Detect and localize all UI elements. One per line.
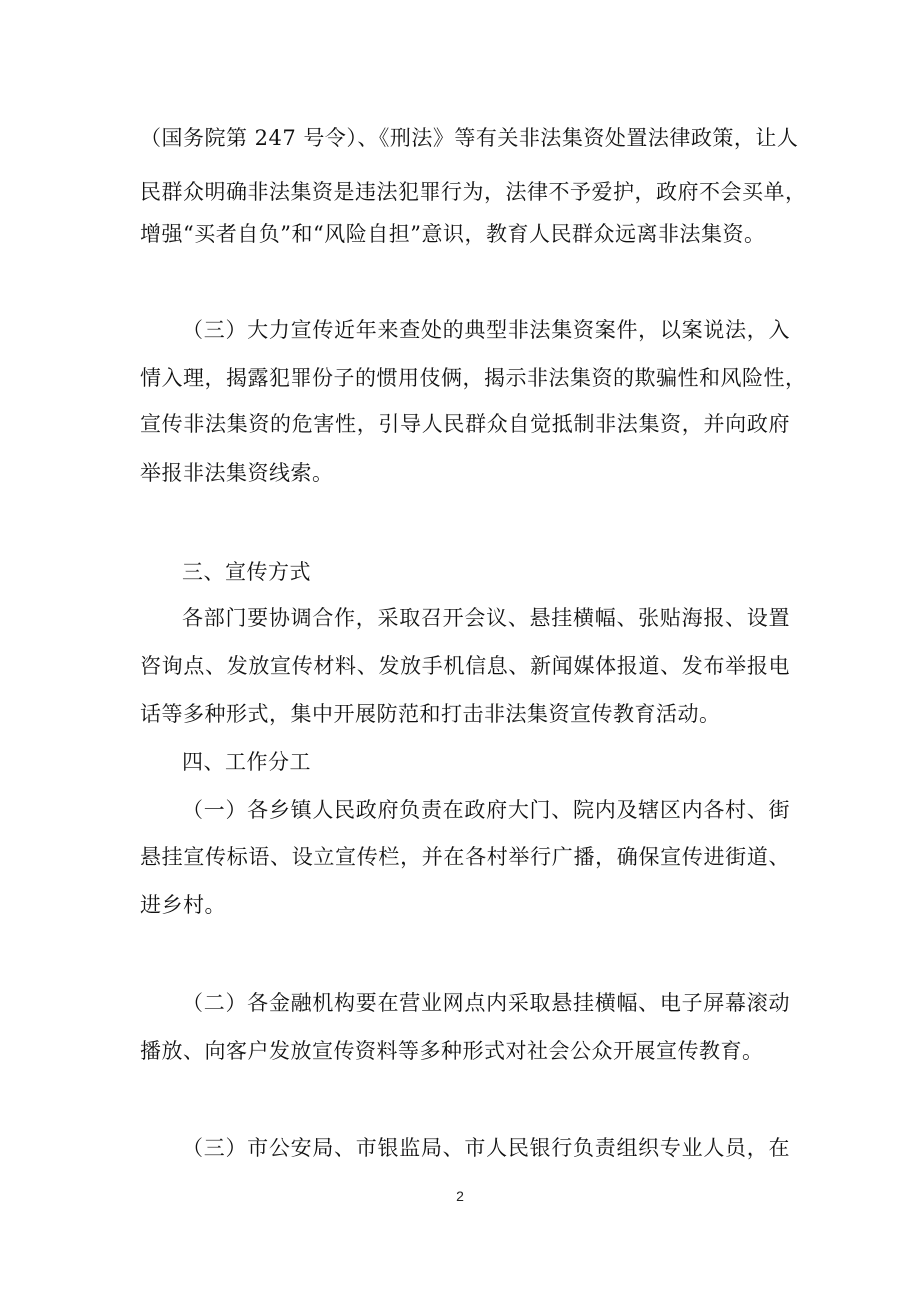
section-heading: 三、宣传方式 <box>182 560 311 584</box>
text-line: 各部门要协调合作，采取召开会议、悬挂横幅、张贴海报、设置 <box>182 606 790 630</box>
text-line: （国务院第 247 号令）、《刑法》等有关非法集资处置法律政策，让人 <box>140 126 799 150</box>
text-line: 民群众明确非法集资是违法犯罪行为，法律不予爱护，政府不会买单， <box>140 180 807 204</box>
text-line: 情入理，揭露犯罪份子的惯用伎俩，揭示非法集资的欺骗性和风险性， <box>140 366 807 390</box>
text-line: 咨询点、发放宣传材料、发放手机信息、新闻媒体报道、发布举报电 <box>140 654 790 678</box>
text-line: 播放、向客户发放宣传资料等多种形式对社会公众开展宣传教育。 <box>140 1039 764 1063</box>
text-line: 增强“买者自负”和“风险自担”意识，教育人民群众远离非法集资。 <box>140 222 766 246</box>
text-line: 宣传非法集资的危害性，引导人民群众自觉抵制非法集资，并向政府 <box>140 412 790 436</box>
text-line: （一）各乡镇人民政府负责在政府大门、院内及辖区内各村、街 <box>182 798 790 822</box>
text-line: （三）市公安局、市银监局、市人民银行负责组织专业人员，在 <box>182 1136 790 1160</box>
text-line: （三）大力宣传近年来查处的典型非法集资案件，以案说法，入 <box>182 318 790 342</box>
page-number: 2 <box>456 1188 464 1204</box>
text-line: 悬挂宣传标语、设立宣传栏，并在各村举行广播，确保宣传进街道、 <box>140 845 790 869</box>
text-line: 话等多种形式，集中开展防范和打击非法集资宣传教育活动。 <box>140 702 721 726</box>
text-line: 举报非法集资线索。 <box>140 461 334 485</box>
text-line: （二）各金融机构要在营业网点内采取悬挂横幅、电子屏幕滚动 <box>182 991 790 1015</box>
text-line: 进乡村。 <box>140 893 226 917</box>
section-heading: 四、工作分工 <box>182 750 311 774</box>
